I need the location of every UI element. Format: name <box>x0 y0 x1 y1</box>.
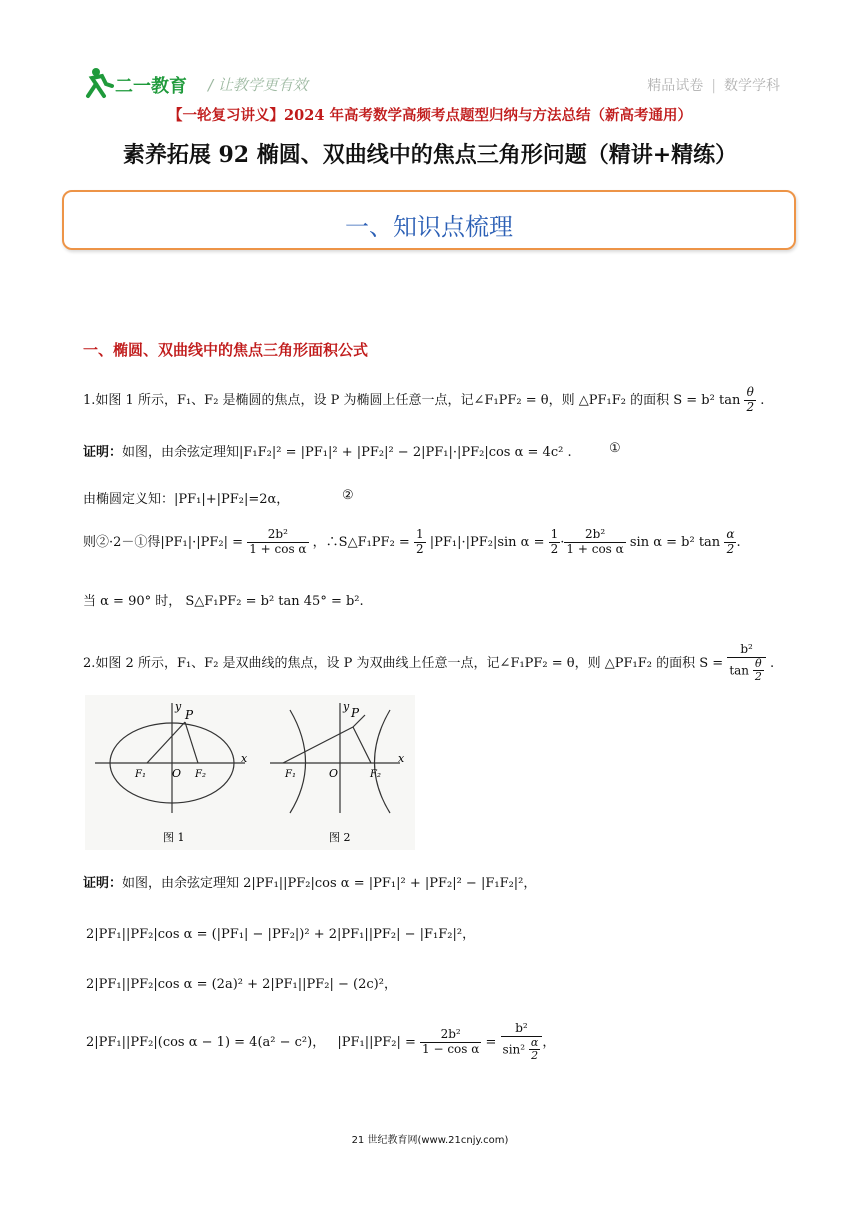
fig1-label-O: O <box>172 767 182 780</box>
equation-1: 2|PF₁||PF₂|cos α = (|PF₁| − |PF₂|)² + 2|PF₁||PF₂| − |F₁F₂|²， <box>86 927 476 942</box>
ellipse-definition: 由椭圆定义知：|PF₁|+|PF₂|=2α， <box>83 492 290 507</box>
fraction-2: $\frac{\text{2b²}}{\text{1 + cos α}}$ <box>566 527 624 556</box>
fraction-eq3-2: b² sin² $\frac{\alpha}{2}$ <box>501 1022 543 1063</box>
derivation-step-1: 则②·2－①得|PF₁|·|PF₂| = $\frac{\text{2b²}}{\text{1 + cos α}}$ ，∴S△F₁PF₂ = $\frac{1}{2}$ |PF₁|·|PF₂|sin α = $\frac{1}{2}$ · $\frac{\text{2b²}}{\text{1 + cos α}}$ sin α = b² tan $\frac{\alpha}{2}$ . <box>83 527 741 556</box>
fraction-half-1: $\frac{1}{2}$ <box>415 527 424 556</box>
section-box-title: 一、知识点梳理 <box>345 213 513 241</box>
circled-mark-2: ② <box>342 488 354 503</box>
proof-2 <box>83 872 536 891</box>
paragraph-2: 2.如图 2 所示，F₁、F₂ 是双曲线的焦点，设 P 为双曲线上任意一点，记∠F₁PF₂ = θ，则 △PF₁F₂ 的面积 S = b² tan $\frac{\theta}{2}$ . <box>83 642 775 684</box>
section-heading: 一、椭圆、双曲线中的焦点三角形面积公式 <box>83 341 369 359</box>
proof-2-text: 如图，由余弦定理知 2|PF₁||PF₂|cos α = |PF₁|² + |PF₂|² − |F₁F₂|²， <box>122 876 537 891</box>
header-tag-a: 精品试卷 <box>647 78 704 94</box>
fraction-theta-2: $\frac{\theta}{2}$ <box>746 385 755 414</box>
fig2-label-x: x <box>398 752 405 765</box>
circled-mark-1: ① <box>609 441 621 456</box>
fig1-label-y: y <box>175 700 182 713</box>
fraction-eq3-1: $\frac{\text{2b²}}{\text{1 − cos α}}$ <box>422 1027 480 1057</box>
paragraph-1-text: 1.如图 1 所示，F₁、F₂ 是椭圆的焦点，设 P 为椭圆上任意一点，记∠F₁PF₂ = θ，则 △PF₁F₂ 的面积 S = b² tan <box>83 392 741 408</box>
equation-3: 2|PF₁||PF₂|(cos α − 1) = 4(a² − c²)， |PF₁||PF₂| = $\frac{\text{2b²}}{\text{1 − cos α}}$ = b² sin² $\frac{\alpha}{2}$ ， <box>86 1021 556 1063</box>
figure-1-caption: 图 1 <box>163 831 185 844</box>
fraction-alpha-2: $\frac{\alpha}{2}$ <box>726 527 735 556</box>
figure-2-caption: 图 2 <box>329 831 351 844</box>
footer: 21 世纪教育网(www.21cnjy.com) <box>351 1135 509 1146</box>
derivation-step-2: 当 α = 90° 时， S△F₁PF₂ = b² tan 45° = b². <box>83 594 364 609</box>
fig1-label-F1: F₁ <box>135 769 146 780</box>
logo-text: 二一教育 <box>115 76 187 97</box>
header-right: 精品试卷 | 数学学科 <box>647 78 780 94</box>
main-title: 素养拓展 92 椭圆、双曲线中的焦点三角形问题（精讲+精练） <box>122 142 738 168</box>
proof-label: 证明： <box>83 445 123 460</box>
fig2-label-P: P <box>351 706 360 720</box>
paragraph-1: 1.如图 1 所示，F₁、F₂ 是椭圆的焦点，设 P 为椭圆上任意一点，记∠F₁PF₂ = θ，则 △PF₁F₂ 的面积 S = b² tan $\frac{\theta}{2}$ . <box>83 385 765 414</box>
fraction-area-hyperbola: b² tan $\frac{\theta}{2}$ <box>727 643 766 684</box>
fig2-label-O: O <box>329 767 339 780</box>
figure-ellipse-hyperbola <box>85 695 415 850</box>
fig1-label-P: P <box>185 708 194 722</box>
fraction-1: $\frac{\text{2b²}}{\text{1 + cos α}}$ <box>249 527 307 556</box>
proof-label: 证明： <box>83 876 123 891</box>
fig1-label-x: x <box>241 752 248 765</box>
proof-1 <box>83 441 572 460</box>
fig2-label-F1: F₁ <box>285 769 296 780</box>
fig2-label-y: y <box>343 700 350 713</box>
header-tag-b: 数学学科 <box>724 78 780 94</box>
subtitle: 【一轮复习讲义】2024 年高考数学高频考点题型归纳与方法总结（新高考通用） <box>168 107 692 124</box>
slogan-text: 让教学更有效 <box>217 76 308 94</box>
fig2-label-F2: F₂ <box>370 769 381 780</box>
proof-1-text: 如图，由余弦定理知|F₁F₂|² = |PF₁|² + |PF₂|² − 2|PF₁|·|PF₂|cos α = 4c² . <box>122 445 572 460</box>
slogan: / 让教学更有效 <box>208 76 308 94</box>
equation-2: 2|PF₁||PF₂|cos α = (2a)² + 2|PF₁||PF₂| − (2c)²， <box>86 977 397 992</box>
fig1-label-F2: F₂ <box>195 769 206 780</box>
fraction-half-2: $\frac{1}{2}$ <box>550 527 559 556</box>
